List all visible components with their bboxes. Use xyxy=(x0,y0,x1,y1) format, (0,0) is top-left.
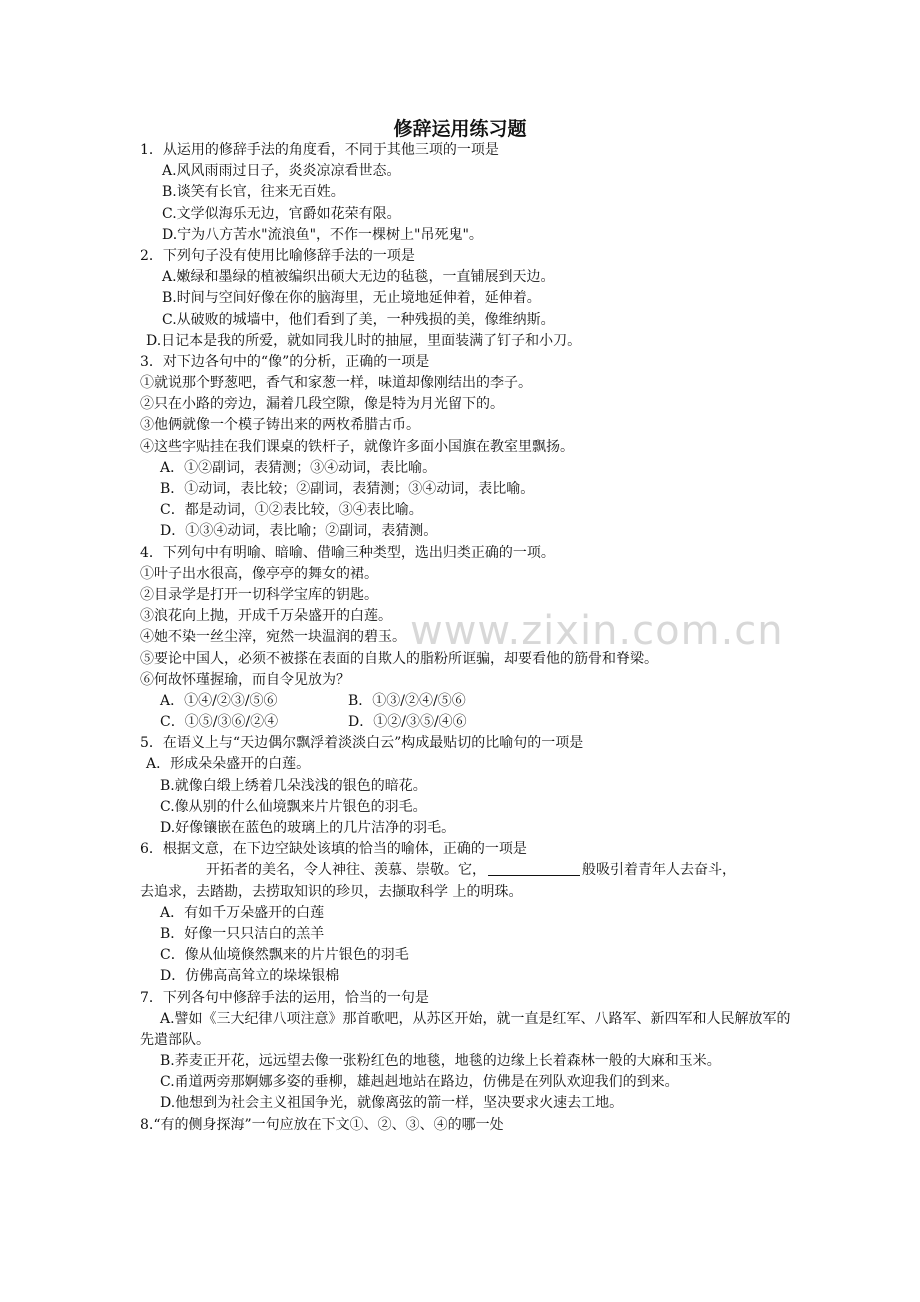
question-5-stem: 5．在语义上与“天边偶尔飘浮着淡淡白云”构成最贴切的比喻句的一项是 xyxy=(140,735,584,752)
question-4-options-row-1 xyxy=(140,691,802,712)
question-4-sentence-3: ③浪花向上抛，开成千万朵盛开的白莲。 xyxy=(140,608,392,625)
watermark: www.zixin.com.cn xyxy=(410,608,784,654)
question-3-sentence-3: ③他俩就像一个模子铸出来的两枚希腊古币。 xyxy=(140,417,420,434)
question-7-option-c: C.甬道两旁那婀娜多姿的垂柳，雄赳赳地站在路边，仿佛是在列队欢迎我们的到来。 xyxy=(160,1074,679,1091)
question-list xyxy=(140,140,802,1136)
question-3-sentence-2: ②只在小路的旁边，漏着几段空隙，像是特为月光留下的。 xyxy=(140,396,504,413)
question-1-option-a: A.风风雨雨过日子，炎炎凉凉看世态。 xyxy=(162,163,401,180)
question-8-stem: 8.“有的侧身探海”一句应放在下文①、②、③、④的哪一处 xyxy=(140,1116,504,1133)
question-3-sentence-1: ①就说那个野葱吧，香气和家葱一样，味道却像刚结出的李子。 xyxy=(140,375,532,392)
answer-blank[interactable] xyxy=(488,861,580,876)
question-7-stem: 7．下列各句中修辞手法的运用，恰当的一句是 xyxy=(140,989,429,1006)
question-2-stem: 2．下列句子没有使用比喻修辞手法的一项是 xyxy=(140,247,415,264)
question-6-passage-line-1 xyxy=(140,860,802,881)
question-4-sentence-6: ⑥何故怀瑾握瑜，而自令见放为？ xyxy=(140,671,350,688)
question-1-stem: 1．从运用的修辞手法的角度看，不同于其他三项的一项是 xyxy=(140,142,499,158)
question-4-sentence-1: ①叶子出水很高，像亭亭的舞女的裙。 xyxy=(140,565,378,582)
page-title: 修辞运用练习题 xyxy=(393,118,527,140)
question-7-option-d: D.他想到为社会主义祖国争光，就像离弦的箭一样，坚决要求火速去工地。 xyxy=(160,1095,624,1112)
question-1-option-b: B.谈笑有长官，往来无百姓。 xyxy=(162,184,345,201)
question-3-option-d: D．①③④动词，表比喻；②副词，表猜测。 xyxy=(160,523,438,540)
question-3-stem: 3．对下边各句中的“像”的分析，正确的一项是 xyxy=(140,353,430,370)
question-4-stem: 4．下列句中有明喻、暗喻、借喻三种类型，选出归类正确的一项。 xyxy=(140,544,555,561)
question-4-sentence-4: ④她不染一丝尘滓，宛然一块温润的碧玉。 xyxy=(140,629,406,646)
question-6-option-c: C．像从仙境倏然飘来的片片银色的羽毛 xyxy=(160,947,409,964)
question-4-option-c: C．①⑤/③⑥/②④ xyxy=(160,714,279,731)
question-4-option-a: A．①④/②③/⑤⑥ xyxy=(160,692,278,709)
question-4-options-row-2 xyxy=(140,712,802,733)
question-4-option-b: B．①③/②④/⑤⑥ xyxy=(348,692,466,709)
question-6-stem: 6．根据文意，在下边空缺处该填的恰当的喻体，正确的一项是 xyxy=(140,841,527,858)
question-1-option-c: C.文学似海乐无边，官爵如花荣有限。 xyxy=(162,205,401,222)
question-6-passage-line-2: 去追求，去踏勘，去捞取知识的珍贝，去撷取科学 上的明珠。 xyxy=(140,883,523,900)
question-3-option-a: A．①②副词，表猜测；③④动词，表比喻。 xyxy=(160,459,437,476)
question-5-option-a: A．形成朵朵盛开的白莲。 xyxy=(146,756,311,773)
question-2-option-b: B.时间与空间好像在你的脑海里，无止境地延伸着，延伸着。 xyxy=(162,290,541,307)
question-4-sentence-2: ②目录学是打开一切科学宝库的钥匙。 xyxy=(140,586,378,603)
question-4-sentence-5: ⑤要论中国人，必须不被搽在表面的自欺人的脂粉所诓骗，却要看他的筋骨和脊梁。 xyxy=(140,650,658,667)
question-2-option-d: D.日记本是我的所爱，就如同我儿时的抽屉，里面装满了钉子和小刀。 xyxy=(146,332,582,349)
question-3-option-c: C．都是动词，①②表比较，③④表比喻。 xyxy=(160,502,423,519)
question-7-option-a: A.譬如《三大纪律八项注意》那首歌吧，从苏区开始，就一直是红军、八路军、新四军和人民解放军的先遣部队。 xyxy=(140,1010,791,1048)
question-5-option-c: C.像从别的什么仙境飘来片片银色的羽毛。 xyxy=(160,798,427,815)
question-6-option-d: D．仿佛高高耸立的垛垛银棉 xyxy=(160,968,340,985)
question-5-option-d: D.好像镶嵌在蓝色的玻璃上的几片洁净的羽毛。 xyxy=(160,820,456,836)
question-4-option-d: D．①②/③⑤/④⑥ xyxy=(348,714,467,731)
question-1-option-d: D.宁为八方苦水"流浪鱼"，不作一棵树上"吊死鬼"。 xyxy=(162,226,483,243)
question-6-passage-part-1: 开拓者的美名，令人神往、羡慕、崇敬。它， xyxy=(206,862,486,879)
question-3-option-b: B．①动词，表比较；②副词，表猜测；③④动词，表比喻。 xyxy=(160,481,535,497)
question-6-passage-part-2: 般吸引着青年人去奋斗， xyxy=(582,862,736,879)
question-6-option-a: A．有如千万朵盛开的白莲 xyxy=(160,904,325,921)
question-3-sentence-4: ④这些字贴挂在我们课桌的铁杆子，就像许多面小国旗在教室里飘扬。 xyxy=(140,438,574,455)
question-5-option-b: B.就像白缎上绣着几朵浅浅的银色的暗花。 xyxy=(160,777,427,794)
question-7-option-b: B.荞麦正开花，远远望去像一张粉红色的地毯，地毯的边缘上长着森林一般的大麻和玉米。 xyxy=(160,1053,721,1070)
question-2-option-a: A.嫩绿和墨绿的植被编织出硕大无边的毡毯，一直铺展到天边。 xyxy=(162,269,555,286)
question-2-option-c: C.从破败的城墙中，他们看到了美，一种残损的美，像维纳斯。 xyxy=(162,311,555,328)
question-6-option-b: B．好像一只只洁白的羔羊 xyxy=(160,925,325,942)
